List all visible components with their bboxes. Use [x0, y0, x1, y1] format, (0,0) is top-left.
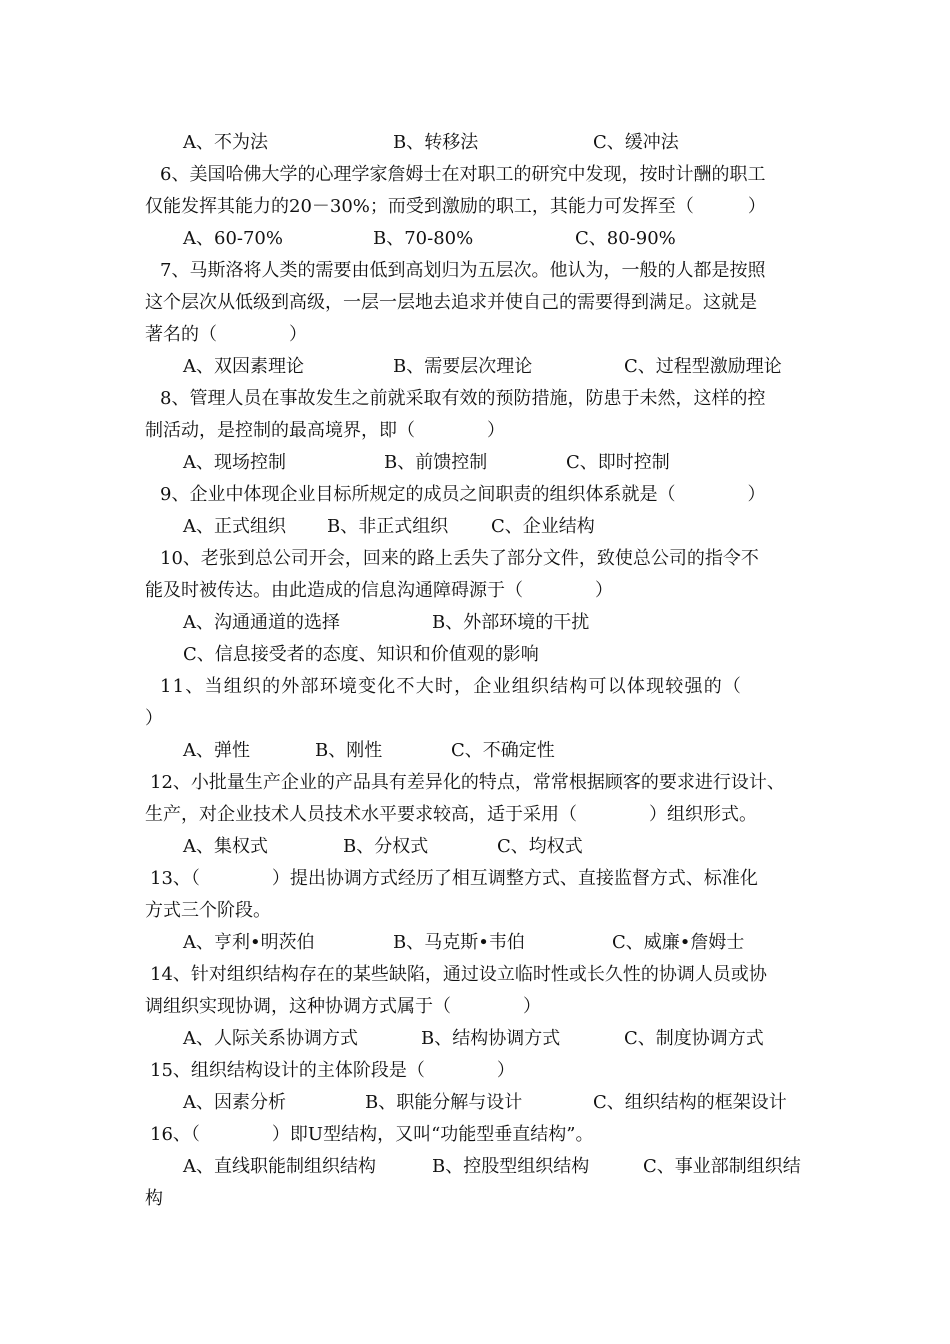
- q8-option-a: A、现场控制: [183, 452, 286, 473]
- q15-option-b: B、职能分解与设计: [365, 1092, 523, 1113]
- q16-option-b: B、控股型组织结构: [432, 1156, 590, 1177]
- q14-option-b: B、结构协调方式: [421, 1028, 561, 1049]
- q9-text-line-1: 9、企业中体现企业目标所规定的成员之间职责的组织体系就是（ ）: [160, 484, 766, 505]
- q7-option-b: B、需要层次理论: [393, 356, 533, 377]
- q7-text-line-1: 7、马斯洛将人类的需要由低到高划归为五层次。他认为，一般的人都是按照: [160, 260, 766, 281]
- q6-option-c: C、80-90%: [575, 228, 676, 249]
- q11-text-line-1: 11、当组织的外部环境变化不大时，企业组织结构可以体现较强的（: [160, 676, 743, 697]
- q7-option-c: C、过程型激励理论: [624, 356, 782, 377]
- q10-option-b: B、外部环境的干扰: [432, 612, 590, 633]
- q16-option-c-continuation: 构: [145, 1188, 163, 1209]
- q13-option-c: C、威廉•詹姆士: [612, 932, 745, 953]
- q13-option-b: B、马克斯•韦伯: [393, 932, 525, 953]
- q6-option-b: B、70-80%: [373, 228, 474, 249]
- q16-option-c: C、事业部制组织结: [643, 1156, 801, 1177]
- q13-option-a: A、亨利•明茨伯: [183, 932, 315, 953]
- q5-option-c: C、缓冲法: [593, 132, 679, 153]
- q14-text-line-2: 调组织实现协调，这种协调方式属于（ ）: [145, 996, 541, 1017]
- q5-option-b: B、转移法: [393, 132, 479, 153]
- q10-option-c: C、信息接受者的态度、知识和价值观的影响: [183, 644, 539, 665]
- q6-text-line-1: 6、美国哈佛大学的心理学家詹姆士在对职工的研究中发现，按时计酬的职工: [160, 164, 766, 185]
- q16-text-line-1: 16、（ ）即U型结构，又叫“功能型垂直结构”。: [150, 1124, 594, 1145]
- q8-text-line-2: 制活动，是控制的最高境界，即（ ）: [145, 420, 505, 441]
- q12-option-c: C、均权式: [497, 836, 583, 857]
- q12-text-line-1: 12、小批量生产企业的产品具有差异化的特点，常常根据顾客的要求进行设计、: [150, 772, 785, 793]
- q11-option-c: C、不确定性: [451, 740, 555, 761]
- q15-option-c: C、组织结构的框架设计: [593, 1092, 787, 1113]
- q7-text-line-2: 这个层次从低级到高级，一层一层地去追求并使自己的需要得到满足。这就是: [145, 292, 757, 313]
- q12-option-b: B、分权式: [343, 836, 429, 857]
- q14-option-a: A、人际关系协调方式: [183, 1028, 358, 1049]
- q9-option-b: B、非正式组织: [327, 516, 449, 537]
- q15-option-a: A、因素分析: [183, 1092, 286, 1113]
- q12-text-line-2: 生产，对企业技术人员技术水平要求较高，适于采用（ ）组织形式。: [145, 804, 757, 825]
- q15-text-line-1: 15、组织结构设计的主体阶段是（ ）: [150, 1060, 515, 1081]
- q9-option-a: A、正式组织: [183, 516, 286, 537]
- q10-text-line-1: 10、老张到总公司开会，回来的路上丢失了部分文件，致使总公司的指令不: [160, 548, 759, 569]
- q11-text-line-2: ）: [145, 708, 163, 729]
- q5-option-a: A、不为法: [183, 132, 268, 153]
- q6-option-a: A、60-70%: [183, 228, 283, 249]
- q14-option-c: C、制度协调方式: [624, 1028, 764, 1049]
- q16-option-a: A、直线职能制组织结构: [183, 1156, 376, 1177]
- q7-option-a: A、双因素理论: [183, 356, 304, 377]
- q6-text-line-2: 仅能发挥其能力的20－30%；而受到激励的职工，其能力可发挥至（ ）: [145, 196, 766, 217]
- q13-text-line-1: 13、（ ）提出协调方式经历了相互调整方式、直接监督方式、标准化: [150, 868, 758, 889]
- q8-option-c: C、即时控制: [566, 452, 670, 473]
- q12-option-a: A、集权式: [183, 836, 268, 857]
- q13-text-line-2: 方式三个阶段。: [145, 900, 271, 921]
- q7-text-line-3: 著名的（ ）: [145, 324, 307, 345]
- q10-option-a: A、沟通通道的选择: [183, 612, 340, 633]
- q8-text-line-1: 8、管理人员在事故发生之前就采取有效的预防措施，防患于未然，这样的控: [160, 388, 766, 409]
- q11-option-a: A、弹性: [183, 740, 250, 761]
- q14-text-line-1: 14、针对组织结构存在的某些缺陷，通过设立临时性或长久性的协调人员或协: [150, 964, 767, 985]
- q10-text-line-2: 能及时被传达。由此造成的信息沟通障碍源于（ ）: [145, 580, 613, 601]
- q11-option-b: B、刚性: [315, 740, 383, 761]
- q8-option-b: B、前馈控制: [384, 452, 488, 473]
- q9-option-c: C、企业结构: [491, 516, 595, 537]
